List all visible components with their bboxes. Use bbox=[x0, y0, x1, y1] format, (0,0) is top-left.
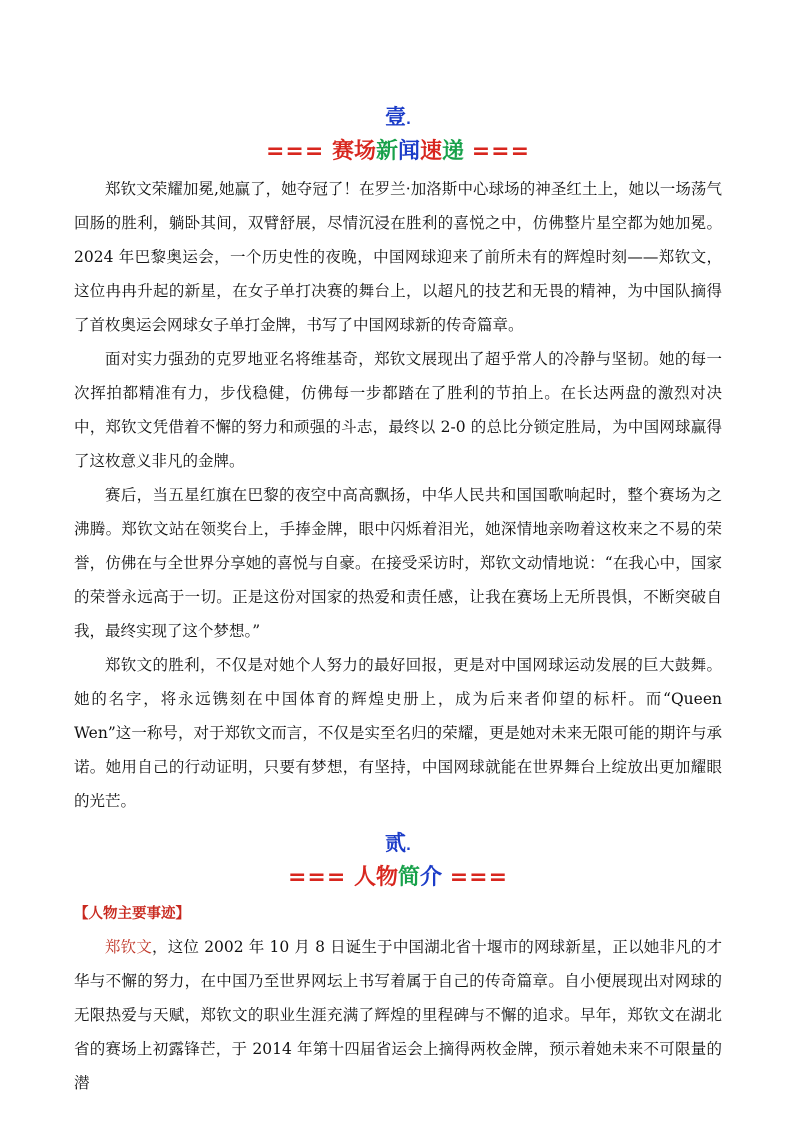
document-page bbox=[74, 100, 722, 1100]
title-left-decoration: === bbox=[287, 865, 347, 890]
paragraph: 郑钦文荣耀加冕,她赢了，她夺冠了！在罗兰·加洛斯中心球场的神圣红土上，她以一场荡气回肠的胜利，躺卧其间，双臂舒展，尽情沉浸在胜利的喜悦之中，仿佛整片星空都为她加冕。2024 年巴黎奥运会，一个历史性的夜晚，中国网球迎来了前所未有的辉煌时刻——郑钦文，这位冉冉升起的新星，在女子单打决赛的舞台上，以超凡的技艺和无畏的精神，为中国队摘得了首枚奥运会网球女子单打金牌，书写了中国网球新的传奇篇章。 bbox=[74, 180, 722, 334]
title-char: 物 bbox=[375, 865, 398, 890]
title-char: 人 bbox=[353, 865, 376, 890]
title-char: 赛 bbox=[331, 139, 354, 164]
section-2-number-text: 贰 bbox=[385, 831, 407, 855]
title-char: 简 bbox=[398, 865, 421, 890]
section-2-title bbox=[74, 858, 722, 898]
section-1-title bbox=[74, 132, 722, 172]
section-1-number bbox=[74, 102, 722, 132]
section-1-number-dot: . bbox=[406, 113, 411, 128]
paragraph bbox=[74, 930, 722, 1100]
title-left-decoration: === bbox=[265, 139, 325, 164]
title-char: 场 bbox=[353, 139, 376, 164]
section-2-number-dot: . bbox=[406, 839, 411, 854]
title-char: 递 bbox=[442, 139, 465, 164]
name-highlight: 郑钦文 bbox=[105, 938, 153, 956]
paragraph-text: ，这位 2002 年 10 月 8 日诞生于中国湖北省十堰市的网球新星，正以她非凡的才华与不懈的努力，在中国乃至世界网坛上书写着属于自己的传奇篇章。自小便展现出对网球的无限热爱与天赋，郑钦文的职业生涯充满了辉煌的里程碑与不懈的追求。早年，郑钦文在湖北省的赛场上初露锋芒，于 2014 年第十四届省运会上摘得两枚金牌，预示着她未来不可限量的潜 bbox=[74, 938, 722, 1092]
title-char: 新 bbox=[375, 139, 398, 164]
title-right-decoration: === bbox=[449, 865, 509, 890]
paragraph: 赛后，当五星红旗在巴黎的夜空中高高飘扬，中华人民共和国国歌响起时，整个赛场为之沸腾。郑钦文站在领奖台上，手捧金牌，眼中闪烁着泪光，她深情地亲吻着这枚来之不易的荣誉，仿佛在与全世界分享她的喜悦与自豪。在接受采访时，郑钦文动情地说：“在我心中，国家的荣誉永远高于一切。正是这份对国家的热爱和责任感，让我在赛场上无所畏惧，不断突破自我，最终实现了这个梦想。” bbox=[74, 486, 722, 640]
section-1-number-text: 壹 bbox=[385, 105, 407, 129]
title-char: 闻 bbox=[398, 139, 421, 164]
paragraph: 面对实力强劲的克罗地亚名将维基奇，郑钦文展现出了超乎常人的冷静与坚韧。她的每一次挥拍都精准有力，步伐稳健，仿佛每一步都踏在了胜利的节拍上。在长达两盘的激烈对决中，郑钦文凭借着不懈的努力和顽强的斗志，最终以 2-0 的总比分锁定胜局，为中国网球赢得了这枚意义非凡的金牌。 bbox=[74, 350, 722, 470]
title-char: 介 bbox=[420, 865, 443, 890]
section-2-number bbox=[74, 828, 722, 858]
paragraph: 郑钦文的胜利，不仅是对她个人努力的最好回报，更是对中国网球运动发展的巨大鼓舞。她的名字，将永远镌刻在中国体育的辉煌史册上，成为后来者仰望的标杆。而“Queen Wen”这一称号，对于郑钦文而言，不仅是实至名归的荣耀，更是她对未来无限可能的期许与承诺。她用自己的行动证明，只要有梦想，有坚持，中国网球就能在世界舞台上绽放出更加耀眼的光芒。 bbox=[74, 656, 722, 810]
title-right-decoration: === bbox=[471, 139, 531, 164]
title-char: 速 bbox=[420, 139, 443, 164]
section-tag: 【人物主要事迹】 bbox=[74, 906, 190, 922]
